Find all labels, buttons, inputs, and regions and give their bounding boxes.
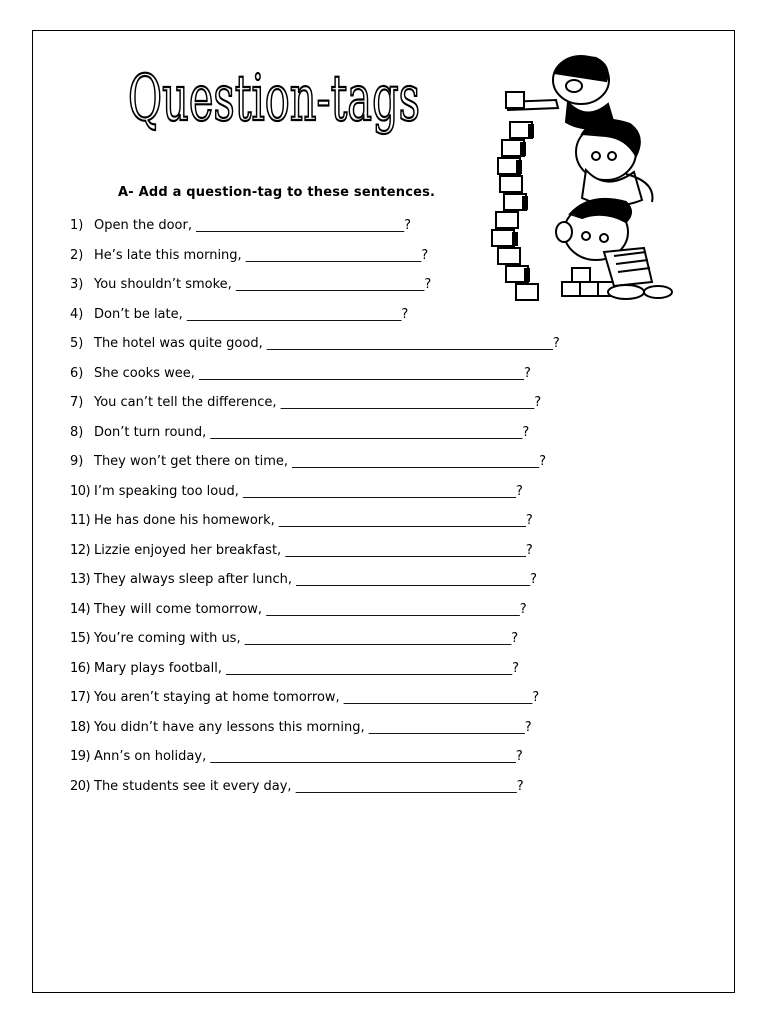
exercise-instruction: A- Add a question-tag to these sentences. — [118, 185, 436, 200]
exercise-item-15 — [70, 630, 560, 660]
item-sentence: Mary plays football, ____________________________________________? — [94, 660, 519, 676]
exercise-list — [70, 217, 560, 807]
item-number: 14) — [70, 601, 91, 617]
exercise-item-5 — [70, 335, 560, 365]
item-number: 2) — [70, 247, 84, 263]
item-number: 18) — [70, 719, 91, 735]
exercise-item-9 — [70, 453, 560, 483]
item-sentence: They won’t get there on time, ______________________________________? — [94, 454, 547, 469]
item-number: 19) — [70, 749, 91, 764]
item-number: 4) — [70, 306, 84, 322]
item-sentence: She cooks wee, __________________________________________________? — [94, 365, 531, 381]
exercise-item-19 — [70, 748, 560, 778]
item-sentence: You shouldn’t smoke, _____________________________? — [94, 277, 432, 292]
exercise-item-14 — [70, 601, 560, 631]
item-number: 12) — [70, 542, 91, 558]
item-number: 8) — [70, 424, 84, 440]
page-title — [126, 48, 426, 140]
exercise-item-13 — [70, 571, 560, 601]
item-number: 16) — [70, 660, 91, 676]
item-sentence: Don’t be late, _________________________________? — [94, 306, 409, 322]
exercise-item-16 — [70, 660, 560, 690]
exercise-item-2 — [70, 247, 560, 277]
item-sentence: They will come tomorrow, _______________________________________? — [94, 601, 527, 617]
item-number: 7) — [70, 395, 84, 410]
exercise-item-18 — [70, 719, 560, 749]
item-sentence: I’m speaking too loud, __________________________________________? — [94, 483, 523, 499]
item-number: 3) — [70, 277, 84, 292]
item-sentence: You aren’t staying at home tomorrow, _____________________________? — [94, 690, 540, 705]
item-number: 11) — [70, 513, 91, 528]
item-number: 10) — [70, 483, 91, 499]
exercise-item-3 — [70, 276, 560, 306]
item-sentence: He has done his homework, ______________________________________? — [94, 513, 533, 528]
exercise-item-7 — [70, 394, 560, 424]
item-number: 1) — [70, 218, 84, 233]
item-sentence: Don’t turn round, ________________________________________________? — [94, 424, 530, 440]
exercise-item-20 — [70, 778, 560, 808]
item-sentence: Ann’s on holiday, _______________________________________________? — [94, 749, 523, 764]
item-number: 13) — [70, 572, 91, 587]
item-number: 20) — [70, 778, 91, 794]
item-number: 5) — [70, 336, 84, 351]
item-number: 15) — [70, 631, 91, 646]
item-sentence: Open the door, ________________________________? — [94, 218, 411, 233]
exercise-item-12 — [70, 542, 560, 572]
exercise-item-17 — [70, 689, 560, 719]
exercise-item-10 — [70, 483, 560, 513]
item-sentence: You didn’t have any lessons this morning, ________________________? — [94, 719, 532, 735]
item-number: 9) — [70, 454, 84, 469]
item-number: 6) — [70, 365, 84, 381]
exercise-item-1 — [70, 217, 560, 247]
item-number: 17) — [70, 690, 91, 705]
item-sentence: Lizzie enjoyed her breakfast, _____________________________________? — [94, 542, 533, 558]
item-sentence: He’s late this morning, ___________________________? — [94, 247, 429, 263]
item-sentence: You’re coming with us, _________________________________________? — [94, 631, 519, 646]
page-title-text: Question-tags — [128, 62, 420, 136]
exercise-item-4 — [70, 306, 560, 336]
exercise-item-11 — [70, 512, 560, 542]
item-sentence: You can’t tell the difference, _______________________________________? — [94, 395, 542, 410]
exercise-item-6 — [70, 365, 560, 395]
item-sentence: The students see it every day, __________________________________? — [94, 778, 524, 794]
item-sentence: They always sleep after lunch, ____________________________________? — [94, 572, 538, 587]
exercise-item-8 — [70, 424, 560, 454]
item-sentence: The hotel was quite good, ____________________________________________? — [94, 336, 560, 351]
